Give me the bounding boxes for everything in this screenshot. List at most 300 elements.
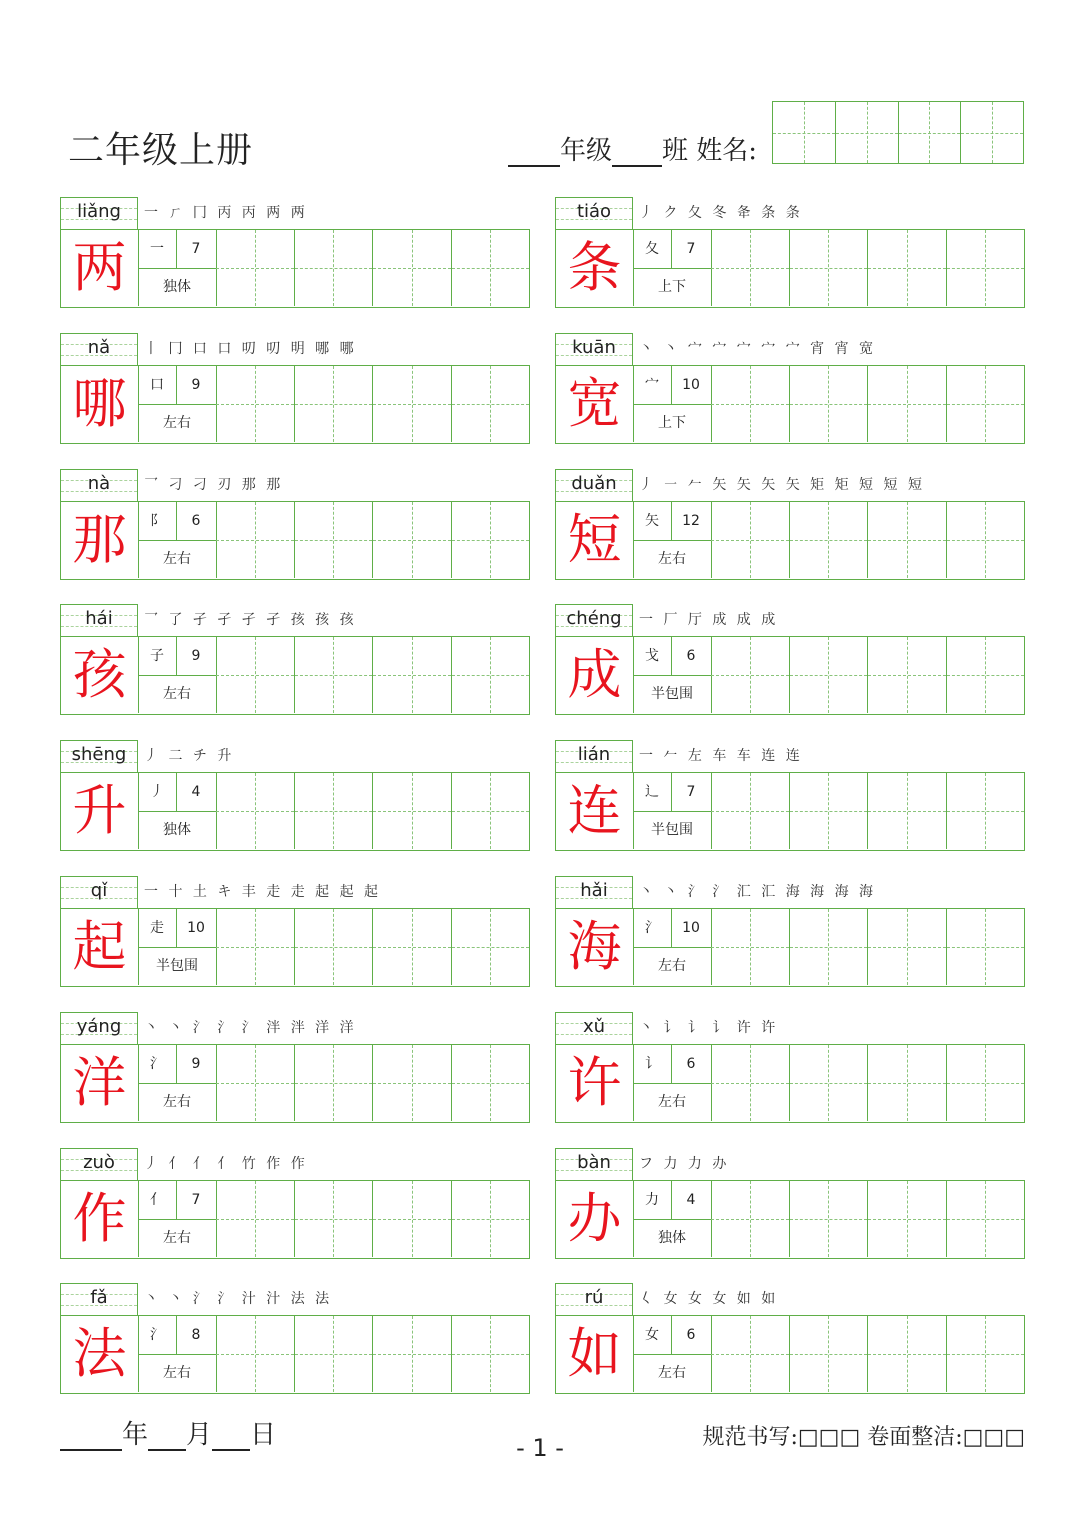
- practice-grid[interactable]: [711, 230, 1024, 306]
- practice-cell[interactable]: [790, 1181, 869, 1257]
- practice-cell[interactable]: [947, 1045, 1025, 1121]
- practice-cell[interactable]: [216, 1316, 295, 1392]
- character-info: [138, 773, 217, 849]
- pinyin: qǐ: [90, 880, 108, 901]
- pinyin: chéng: [566, 608, 622, 630]
- pinyin: rú: [584, 1287, 604, 1309]
- character-info: [138, 909, 217, 985]
- practice-grid[interactable]: [711, 1045, 1024, 1121]
- character-grid-row: [60, 365, 530, 444]
- model-character-cell: [556, 637, 634, 713]
- practice-cell[interactable]: [947, 502, 1025, 578]
- pinyin: yáng: [76, 1015, 122, 1037]
- stroke-count: 4: [191, 784, 201, 801]
- structure-type: 独体: [658, 1229, 686, 1246]
- name-cell[interactable]: [961, 102, 1023, 163]
- model-character: 那: [72, 507, 127, 571]
- character-entry: [555, 1148, 1025, 1259]
- structure-type: 左右: [163, 1229, 191, 1246]
- model-character: 孩: [72, 643, 127, 707]
- model-character: 作: [72, 1186, 127, 1250]
- character-info: [633, 773, 712, 849]
- practice-cell[interactable]: [947, 1316, 1025, 1392]
- practice-cell[interactable]: [790, 773, 869, 849]
- character-info: [138, 1316, 217, 1392]
- practice-cell[interactable]: [868, 909, 947, 985]
- practice-cell[interactable]: [868, 1316, 947, 1392]
- pinyin-box: [555, 1283, 633, 1315]
- practice-cell[interactable]: [295, 502, 374, 578]
- pinyin-box: [555, 1148, 633, 1180]
- radical: 阝: [138, 502, 177, 540]
- practice-cell[interactable]: [790, 366, 869, 442]
- pinyin: hǎi: [580, 880, 608, 901]
- structure-type: 半包围: [156, 958, 198, 974]
- stroke-order: 丨 冂 口 口 叨 叨 明 哪 哪: [144, 340, 357, 357]
- model-character-cell: [61, 1045, 139, 1121]
- stroke-order: フ 力 力 办: [639, 1155, 730, 1172]
- stroke-order: 丿 ㇐ 𠂉 矢 矢 矢 矢 矩 矩 短 短 短: [639, 476, 925, 493]
- structure-type: 左右: [658, 550, 686, 567]
- stroke-order: 丿 二 チ 升: [144, 748, 235, 765]
- structure-type: 上下: [658, 414, 686, 431]
- character-entry: [60, 1012, 530, 1123]
- practice-cell[interactable]: [790, 909, 869, 985]
- radical: 辶: [633, 773, 672, 811]
- character-grid-row: [555, 772, 1025, 851]
- pinyin-box: [60, 1148, 138, 1180]
- structure-type: 左右: [163, 414, 191, 431]
- practice-cell[interactable]: [790, 637, 869, 713]
- character-entry: [60, 876, 530, 987]
- radical: 口: [138, 366, 177, 404]
- model-character-cell: [556, 1181, 634, 1257]
- character-info: [633, 1181, 712, 1257]
- practice-cell[interactable]: [295, 1045, 374, 1121]
- character-grid-row: [60, 229, 530, 308]
- practice-grid[interactable]: [216, 366, 529, 442]
- model-character-cell: [61, 366, 139, 442]
- model-character: 短: [567, 507, 622, 571]
- character-info: [633, 1316, 712, 1392]
- practice-cell[interactable]: [295, 637, 374, 713]
- practice-cell[interactable]: [711, 1316, 790, 1392]
- character-entry: [60, 333, 530, 444]
- practice-grid[interactable]: [216, 637, 529, 713]
- character-entry: [555, 333, 1025, 444]
- name-cell[interactable]: [773, 102, 836, 163]
- model-character: 成: [567, 643, 622, 707]
- model-character-cell: [556, 366, 634, 442]
- radical: 亻: [138, 1181, 177, 1219]
- practice-grid[interactable]: [216, 909, 529, 985]
- character-info: [138, 637, 217, 713]
- practice-grid[interactable]: [711, 502, 1024, 578]
- model-character-cell: [556, 773, 634, 849]
- pinyin: duǎn: [571, 472, 617, 494]
- stroke-count: 8: [191, 1327, 201, 1344]
- character-info: [138, 502, 217, 578]
- radical: 氵: [633, 909, 672, 947]
- structure-type: 左右: [658, 1365, 686, 1382]
- practice-cell[interactable]: [868, 1181, 947, 1257]
- practice-cell[interactable]: [373, 773, 452, 849]
- character-info: [633, 909, 712, 985]
- student-info: [508, 130, 757, 167]
- pinyin: nà: [87, 472, 111, 494]
- pinyin-box: [555, 740, 633, 772]
- stroke-count: 6: [191, 512, 201, 529]
- practice-cell[interactable]: [947, 1181, 1025, 1257]
- practice-cell[interactable]: [373, 909, 452, 985]
- character-info: [633, 502, 712, 578]
- practice-cell[interactable]: [295, 1181, 374, 1257]
- character-info: [138, 366, 217, 442]
- practice-cell[interactable]: [790, 1316, 869, 1392]
- stroke-count: 7: [191, 241, 201, 257]
- pinyin-box: [60, 604, 138, 636]
- character-entry: [555, 197, 1025, 308]
- year-label: 年: [122, 1420, 149, 1450]
- stroke-order: 一 𠂉 左 车 车 连 连: [639, 748, 803, 765]
- character-grid-row: [555, 365, 1025, 444]
- practice-cell[interactable]: [373, 502, 452, 578]
- stroke-order: 一 ㄏ 冂 丙 丙 两 两: [144, 205, 308, 221]
- model-character-cell: [556, 1045, 634, 1121]
- practice-cell[interactable]: [711, 230, 790, 306]
- pinyin: hái: [85, 608, 113, 630]
- stroke-count: 12: [682, 512, 700, 529]
- practice-cell[interactable]: [868, 502, 947, 578]
- practice-cell[interactable]: [790, 502, 869, 578]
- radical: 一: [138, 230, 177, 268]
- class-label: 班: [662, 136, 689, 166]
- structure-type: 独体: [163, 279, 191, 295]
- stroke-count: 10: [682, 376, 700, 393]
- practice-cell[interactable]: [295, 1316, 374, 1392]
- character-info: [138, 1045, 217, 1121]
- practice-cell[interactable]: [216, 1045, 295, 1121]
- pinyin-box: [555, 197, 633, 229]
- practice-cell[interactable]: [711, 773, 790, 849]
- stroke-order: 丿 亻 亻 亻 竹 作 作: [144, 1155, 308, 1172]
- radical: 力: [633, 1181, 672, 1219]
- stroke-count: 10: [682, 920, 700, 936]
- practice-cell[interactable]: [216, 909, 295, 985]
- structure-type: 左右: [658, 958, 686, 974]
- class-blank[interactable]: [612, 139, 662, 167]
- practice-cell[interactable]: [790, 1045, 869, 1121]
- character-info: [633, 230, 712, 306]
- structure-type: 半包围: [651, 822, 693, 839]
- character-entry: [555, 1283, 1025, 1394]
- character-grid-row: [60, 1044, 530, 1123]
- model-character: 海: [567, 915, 622, 978]
- character-entry: [555, 469, 1025, 580]
- radical: 矢: [633, 502, 672, 540]
- model-character-cell: [61, 502, 139, 578]
- practice-cell[interactable]: [295, 366, 374, 442]
- practice-cell[interactable]: [452, 909, 530, 985]
- practice-grid[interactable]: [216, 502, 529, 578]
- character-grid-row: [555, 1315, 1025, 1394]
- practice-cell[interactable]: [711, 1181, 790, 1257]
- stroke-count: 10: [187, 920, 205, 936]
- character-grid-row: [555, 636, 1025, 715]
- character-info: [138, 230, 217, 306]
- practice-cell[interactable]: [868, 366, 947, 442]
- pinyin: kuān: [572, 336, 616, 358]
- practice-cell[interactable]: [868, 230, 947, 306]
- grade-label: 年级: [560, 136, 613, 166]
- practice-cell[interactable]: [947, 366, 1025, 442]
- pinyin-box: [60, 876, 138, 908]
- stroke-order: 丶 丶 氵 氵 氵 泮 泮 洋 洋: [144, 1019, 357, 1036]
- stroke-order: 一 十 土 キ 丰 走 走 起 起 起: [144, 884, 382, 900]
- practice-cell[interactable]: [373, 1316, 452, 1392]
- stroke-order: 一 厂 厅 成 成 成: [639, 612, 779, 629]
- stroke-count: 9: [191, 376, 201, 393]
- practice-cell[interactable]: [216, 366, 295, 442]
- pinyin: xǔ: [582, 1015, 606, 1037]
- practice-cell[interactable]: [216, 773, 295, 849]
- stroke-count: 6: [686, 1327, 696, 1344]
- stroke-count: 4: [686, 1191, 696, 1208]
- model-character: 许: [567, 1050, 622, 1114]
- stroke-count: 7: [686, 241, 696, 257]
- character-grid-row: [555, 1044, 1025, 1123]
- character-info: [633, 637, 712, 713]
- practice-grid[interactable]: [711, 366, 1024, 442]
- character-entry: [555, 604, 1025, 715]
- structure-type: 左右: [163, 1093, 191, 1110]
- pinyin: bàn: [577, 1151, 611, 1173]
- practice-cell[interactable]: [452, 1316, 530, 1392]
- stroke-order: 乛 了 孑 孑 孑 孑 孩 孩 孩: [144, 612, 357, 629]
- structure-type: 独体: [163, 822, 191, 839]
- character-grid-row: [555, 908, 1025, 987]
- pinyin-box: [60, 469, 138, 501]
- character-entry: [60, 197, 530, 308]
- practice-cell[interactable]: [373, 230, 452, 306]
- stroke-count: 6: [686, 1055, 696, 1072]
- stroke-order: 丶 丶 氵 氵 汁 汁 法 法: [144, 1291, 333, 1308]
- character-entry: [60, 604, 530, 715]
- model-character-cell: [556, 1316, 634, 1392]
- practice-cell[interactable]: [947, 637, 1025, 713]
- practice-cell[interactable]: [452, 637, 530, 713]
- pinyin-box: [555, 469, 633, 501]
- stroke-count: 6: [686, 648, 696, 665]
- character-grid-row: [60, 908, 530, 987]
- radical: 女: [633, 1316, 672, 1354]
- model-character-cell: [61, 230, 139, 306]
- day-label: 日: [250, 1420, 277, 1450]
- model-character-cell: [556, 502, 634, 578]
- practice-grid[interactable]: [711, 909, 1024, 985]
- practice-cell[interactable]: [295, 230, 374, 306]
- character-entry: [60, 469, 530, 580]
- page-number: - 1 -: [516, 1434, 564, 1462]
- practice-cell[interactable]: [373, 366, 452, 442]
- model-character-cell: [61, 637, 139, 713]
- model-character-cell: [556, 230, 634, 306]
- model-character-cell: [61, 1316, 139, 1392]
- character-grid-row: [555, 501, 1025, 580]
- structure-type: 左右: [658, 1093, 686, 1110]
- name-cell[interactable]: [899, 102, 962, 163]
- structure-type: 左右: [163, 686, 191, 703]
- month-label: 月: [186, 1420, 213, 1450]
- practice-grid[interactable]: [711, 1316, 1024, 1392]
- model-character: 法: [72, 1322, 127, 1386]
- character-entry: [60, 1283, 530, 1394]
- model-character: 办: [567, 1186, 622, 1250]
- character-entry: [555, 1012, 1025, 1123]
- character-entry: [60, 740, 530, 851]
- radical: 氵: [138, 1316, 177, 1354]
- character-grid-row: [60, 636, 530, 715]
- practice-cell[interactable]: [452, 366, 530, 442]
- character-grid-row: [60, 501, 530, 580]
- practice-cell[interactable]: [452, 1181, 530, 1257]
- practice-grid[interactable]: [711, 637, 1024, 713]
- practice-cell[interactable]: [711, 502, 790, 578]
- character-entry: [60, 1148, 530, 1259]
- practice-cell[interactable]: [790, 230, 869, 306]
- grade-blank[interactable]: [508, 139, 560, 167]
- practice-cell[interactable]: [373, 1045, 452, 1121]
- practice-cell[interactable]: [947, 773, 1025, 849]
- pinyin-box: [60, 197, 138, 229]
- stroke-count: 7: [686, 784, 696, 801]
- radical: 宀: [633, 366, 672, 404]
- stroke-count: 7: [191, 1191, 201, 1208]
- pinyin: nǎ: [87, 336, 111, 358]
- pinyin-box: [555, 876, 633, 908]
- practice-grid[interactable]: [711, 1181, 1024, 1257]
- practice-cell[interactable]: [216, 637, 295, 713]
- name-label: 姓名:: [696, 136, 758, 166]
- pinyin-box: [555, 333, 633, 365]
- page-title: 二年级上册: [68, 130, 254, 171]
- model-character: 起: [72, 915, 127, 978]
- practice-cell[interactable]: [373, 1181, 452, 1257]
- practice-grid[interactable]: [216, 1045, 529, 1121]
- model-character: 宽: [567, 371, 622, 435]
- model-character: 哪: [72, 371, 127, 435]
- radical: 走: [138, 909, 177, 947]
- structure-type: 左右: [163, 1365, 191, 1382]
- stroke-order: 乛 刁 刁 刃 那 那: [144, 476, 284, 493]
- practice-cell[interactable]: [216, 502, 295, 578]
- pinyin-box: [60, 1283, 138, 1315]
- character-grid-row: [60, 1180, 530, 1259]
- stroke-order: 丶 讠 讠 讠 许 许: [639, 1019, 779, 1036]
- pinyin-box: [60, 740, 138, 772]
- practice-cell[interactable]: [711, 637, 790, 713]
- stroke-order: 丿 ク 夂 冬 夅 条 条: [639, 205, 803, 221]
- practice-cell[interactable]: [868, 773, 947, 849]
- practice-grid[interactable]: [216, 773, 529, 849]
- practice-cell[interactable]: [711, 1045, 790, 1121]
- pinyin: tiáo: [576, 201, 612, 222]
- radical: 氵: [138, 1045, 177, 1083]
- stroke-count: 9: [191, 648, 201, 665]
- practice-cell[interactable]: [452, 773, 530, 849]
- character-info: [138, 1181, 217, 1257]
- radical: 丿: [138, 773, 177, 811]
- stroke-order: 𡿨 女 女 女 如 如: [639, 1291, 779, 1308]
- practice-cell[interactable]: [452, 502, 530, 578]
- practice-cell[interactable]: [452, 230, 530, 306]
- pinyin-box: [60, 1012, 138, 1044]
- name-cell[interactable]: [836, 102, 899, 163]
- practice-cell[interactable]: [868, 1045, 947, 1121]
- pinyin-box: [555, 604, 633, 636]
- model-character: 连: [567, 779, 622, 843]
- model-character: 条: [567, 236, 622, 299]
- practice-cell[interactable]: [711, 366, 790, 442]
- character-grid-row: [60, 772, 530, 851]
- score-boxes: 规范书写:□□□ 卷面整洁:□□□: [702, 1425, 1025, 1450]
- practice-cell[interactable]: [295, 909, 374, 985]
- stroke-count: 9: [191, 1055, 201, 1072]
- model-character-cell: [556, 909, 634, 985]
- character-grid-row: [555, 1180, 1025, 1259]
- practice-grid[interactable]: [216, 230, 529, 306]
- model-character-cell: [61, 1181, 139, 1257]
- model-character: 洋: [72, 1050, 127, 1114]
- stroke-order: 丶 丶 宀 宀 宀 宀 宀 宵 宵 宽: [639, 340, 877, 357]
- practice-cell[interactable]: [947, 909, 1025, 985]
- practice-cell[interactable]: [216, 230, 295, 306]
- stroke-order: 丶 丶 氵 氵 汇 汇 海 海 海 海: [639, 884, 877, 900]
- character-info: [633, 1045, 712, 1121]
- structure-type: 半包围: [651, 686, 693, 703]
- character-entry: [555, 876, 1025, 987]
- pinyin: shēng: [71, 744, 127, 766]
- pinyin: liǎng: [77, 201, 121, 222]
- practice-cell[interactable]: [711, 909, 790, 985]
- model-character-cell: [61, 909, 139, 985]
- character-grid-row: [555, 229, 1025, 308]
- structure-type: 左右: [163, 550, 191, 567]
- pinyin: lián: [577, 744, 611, 766]
- radical: 子: [138, 637, 177, 675]
- model-character: 升: [72, 779, 127, 843]
- practice-cell[interactable]: [452, 1045, 530, 1121]
- practice-grid[interactable]: [216, 1316, 529, 1392]
- pinyin: zuò: [83, 1151, 115, 1173]
- practice-cell[interactable]: [373, 637, 452, 713]
- name-writing-grid[interactable]: [772, 101, 1024, 164]
- radical: 讠: [633, 1045, 672, 1083]
- model-character-cell: [61, 773, 139, 849]
- practice-cell[interactable]: [868, 637, 947, 713]
- radical: 夂: [633, 230, 672, 268]
- practice-cell[interactable]: [216, 1181, 295, 1257]
- pinyin-box: [60, 333, 138, 365]
- practice-cell[interactable]: [947, 230, 1025, 306]
- model-character: 两: [72, 236, 127, 299]
- practice-grid[interactable]: [216, 1181, 529, 1257]
- pinyin-box: [555, 1012, 633, 1044]
- structure-type: 上下: [658, 279, 686, 295]
- practice-cell[interactable]: [295, 773, 374, 849]
- character-entry: [555, 740, 1025, 851]
- practice-grid[interactable]: [711, 773, 1024, 849]
